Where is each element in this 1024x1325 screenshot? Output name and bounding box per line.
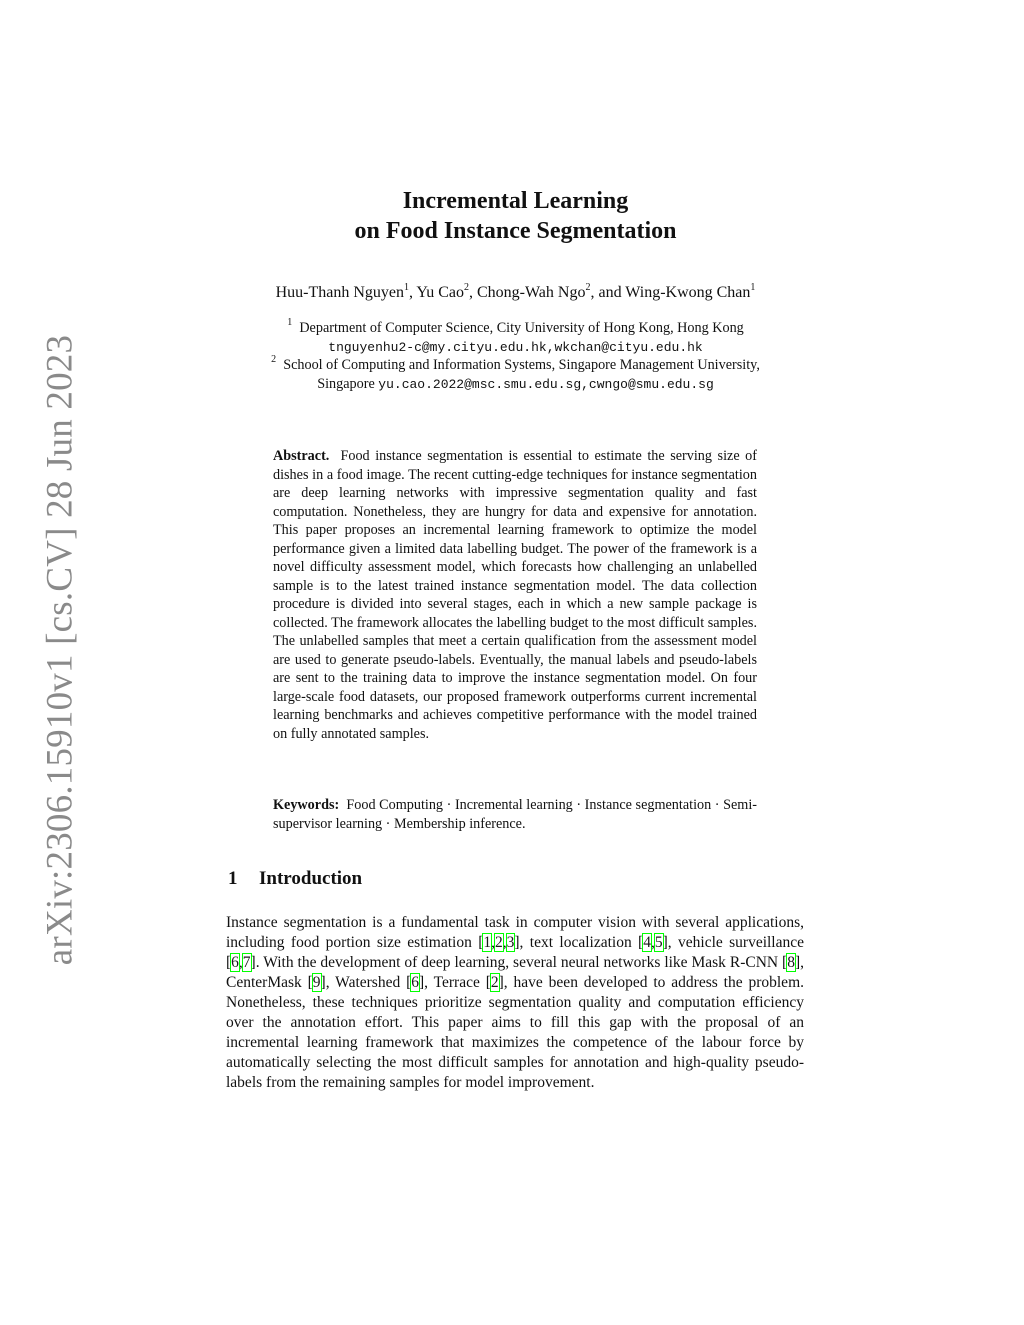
author-emails[interactable]: yu.cao.2022@msc.smu.edu.sg,cwngo@smu.edu.sg: [378, 376, 714, 392]
body-text: ], vehicle surveillance [: [226, 934, 805, 971]
body-text: ], text localization [: [514, 934, 644, 951]
abstract-text: Food instance segmentation is essential to estimate the serving size of dishes in a food image. The recent cutting-edge techniques for instance segmentation are deep learning networks with impressive segmentation quality and fast computation. Nonetheless, they are hungry for data and expensive for annotation. This paper proposes an incremental learning framework to optimize the model performance given a limited data labelling budget. The power of the framework is a novel difficulty assessment model, which forecasts how challenging an unlabelled sample is to the latest trained instance segmentation model. The data collection procedure is divided into several stages, each in which a new sample package is collected. The framework allocates the labelling budget to the most difficult samples. The unlabelled samples that meet a certain qualification from the assessment model are used to generate pseudo-labels. Eventually, the manual labels and pseudo-labels are sent to the training data to improve the instance segmentation model. On four large-scale food datasets, our proposed framework outperforms current incremental learning benchmarks and achieves competitive performance with the model trained on fully annotated samples.: [273, 448, 757, 742]
abstract: [273, 447, 757, 743]
body-text: Instance segmentation is a fundamental task in computer vision with several applications, including food portion size estimation [: [226, 914, 804, 951]
author-separator: ,: [468, 284, 477, 301]
citation-separator: ,: [238, 954, 243, 971]
citation-separator: ,: [491, 934, 496, 951]
section-heading: [228, 868, 362, 890]
author-list: [228, 282, 803, 304]
body-text: ], Terrace [: [419, 974, 491, 991]
abstract-label: Abstract.: [273, 448, 330, 464]
introduction-paragraph: [226, 913, 804, 1093]
author-affiliation-mark: 1: [750, 281, 756, 293]
citation-link[interactable]: 9: [312, 974, 321, 991]
citation-link[interactable]: 3: [506, 934, 515, 951]
affiliation-text: Department of Computer Science, City University of Hong Kong, Hong Kong: [299, 320, 744, 336]
author-affiliation-mark: 2: [463, 281, 469, 293]
keywords-label: Keywords:: [273, 797, 340, 813]
citation-link[interactable]: 7: [242, 954, 251, 971]
affiliation-text: School of Computing and Information Systems, Singapore Management University,: [283, 357, 760, 373]
paper-title: [228, 186, 803, 246]
arxiv-side-stamp: [0, 0, 100, 1325]
author-separator: ,: [409, 284, 417, 301]
affiliation-1: [228, 319, 803, 357]
arxiv-identifier: arXiv:2306.15910v1 [cs.CV] 28 Jun 2023: [39, 334, 81, 966]
section-number: 1: [228, 868, 238, 889]
citation-link[interactable]: 4: [643, 934, 651, 951]
body-text: ]. With the development of deep learning, several neural networks like Mask R-CNN [: [250, 954, 788, 971]
body-text: ], Watershed [: [320, 974, 412, 991]
keywords-text: Food Computing · Incremental learning · Instance segmentation · Semi-supervisor learning · Membership inference.: [273, 797, 758, 832]
author-emails[interactable]: tnguyenhu2-c@my.cityu.edu.hk,wkchan@cityu.edu.hk: [328, 339, 703, 355]
citation-separator: ,: [650, 934, 655, 951]
citation-link[interactable]: 2: [495, 934, 503, 951]
citation-separator: ,: [502, 934, 507, 951]
keywords: [273, 796, 757, 833]
author-name: Huu-Thanh Nguyen: [275, 284, 405, 301]
body-text: ], have been developed to address the problem. Nonetheless, these techniques prioritize segmentation quality and computation efficiency over the annotation effort. This paper aims to fill this gap with the proposal of an incremental learning framework that maximizes the competence of the labour force by automatically selecting the most difficult samples for annotation and high-quality pseudo-labels from the remaining samples for model improvement.: [226, 974, 804, 1091]
citation-link[interactable]: 5: [654, 934, 663, 951]
affiliation-mark: 2: [271, 354, 277, 366]
body-text: ], CenterMask [: [226, 954, 804, 991]
affiliation-country: Singapore: [317, 375, 375, 392]
citation-link[interactable]: 6: [231, 954, 239, 971]
citation-link[interactable]: 8: [787, 954, 795, 971]
citation-link[interactable]: 1: [483, 934, 492, 951]
citation-link[interactable]: 6: [411, 974, 419, 991]
title-line-1: Incremental Learning: [402, 188, 629, 214]
author-affiliation-mark: 1: [404, 281, 410, 293]
author-affiliation-mark: 2: [585, 281, 591, 293]
author-name: Wing-Kwong Chan: [625, 284, 751, 301]
author-name: Yu Cao: [416, 284, 464, 301]
title-line-2: on Food Instance Segmentation: [354, 218, 677, 244]
affiliation-mark: 1: [287, 317, 293, 329]
section-title: Introduction: [259, 868, 363, 889]
author-separator: , and: [590, 284, 626, 301]
author-name: Chong-Wah Ngo: [476, 284, 586, 301]
citation-link[interactable]: 2: [490, 974, 499, 991]
affiliation-2: [228, 356, 803, 394]
